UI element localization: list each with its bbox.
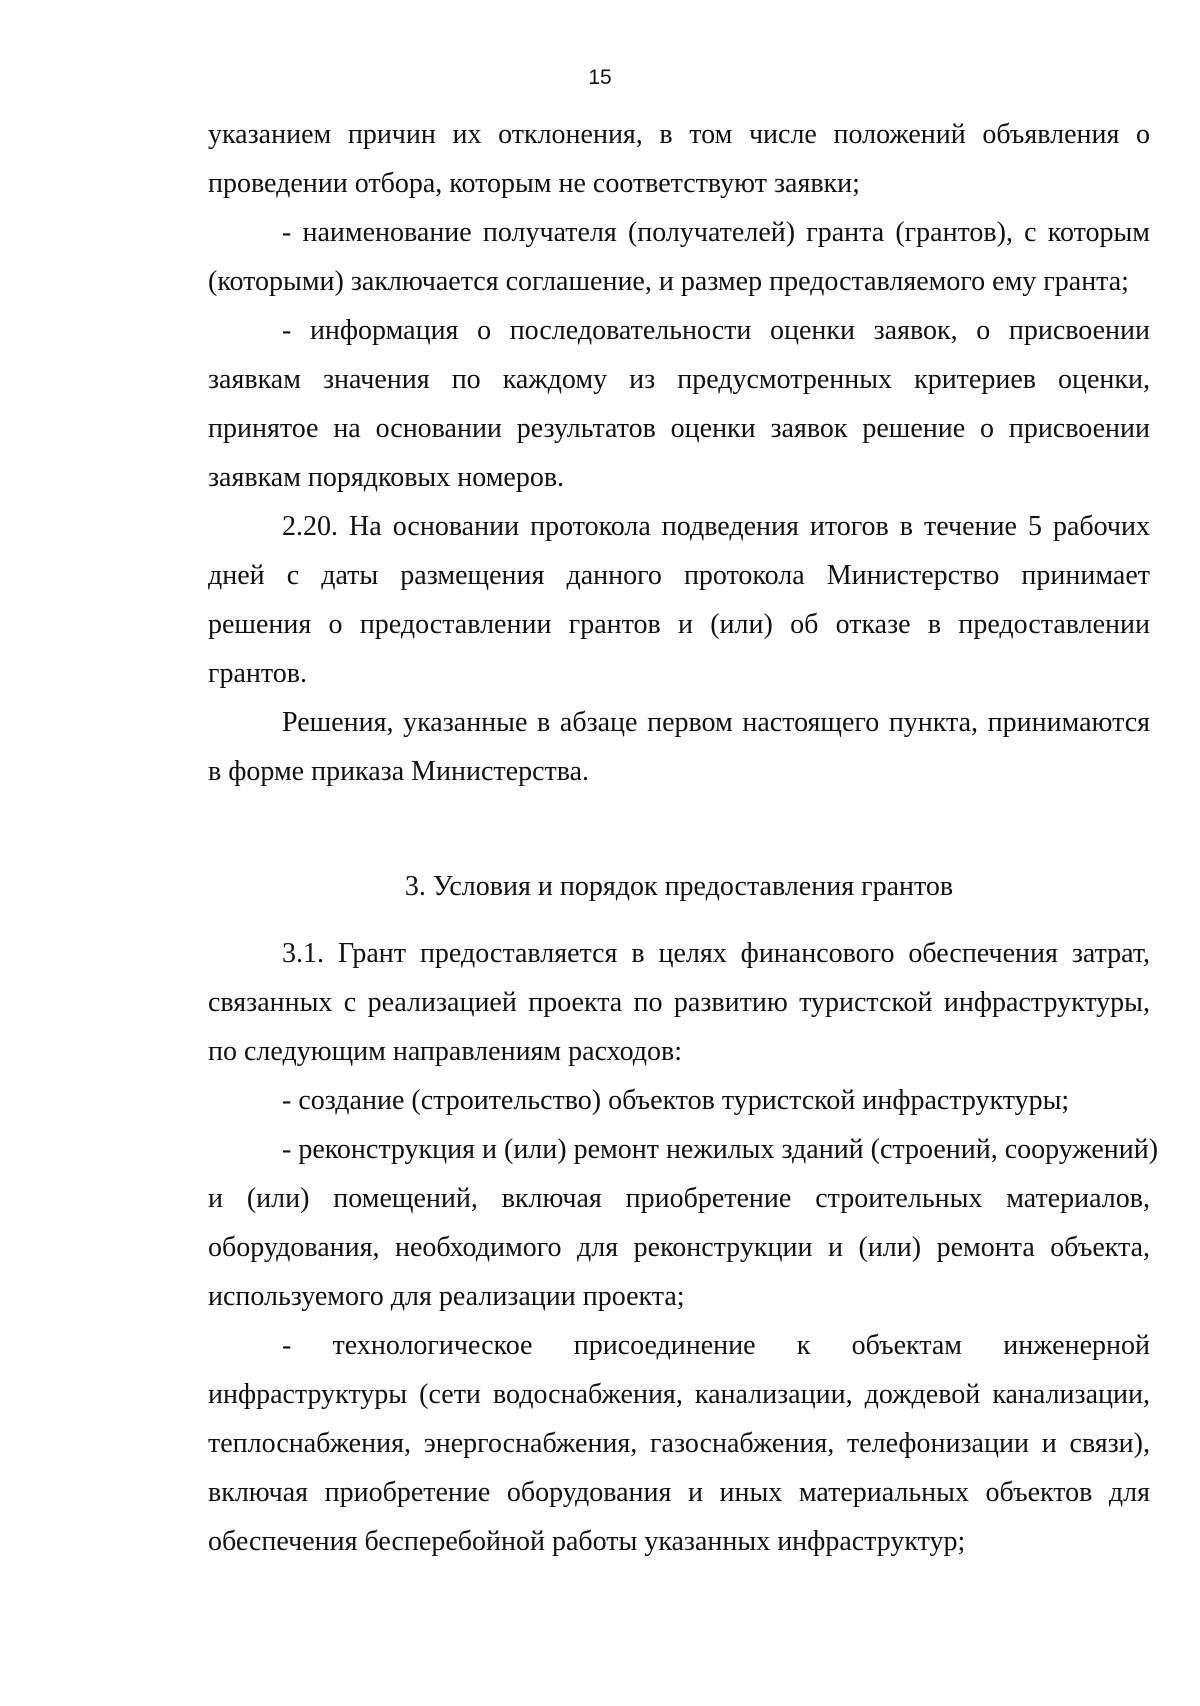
text-line: связанных с реализацией проекта по развитию туристской инфраструктуры, [208,987,1150,1018]
text-line: и (или) помещений, включая приобретение строительных материалов, [208,1183,1150,1214]
text-line: (которыми) заключается соглашение, и размер предоставляемого ему гранта; [208,266,1129,297]
text-line: обеспечения бесперебойной работы указанных инфраструктур; [208,1526,966,1557]
text-line: заявкам значения по каждому из предусмотренных критериев оценки, [208,364,1150,395]
text-line: - реконструкция и (или) ремонт нежилых зданий (строений, сооружений) [282,1134,1159,1165]
text-line: по следующим направлениям расходов: [208,1036,683,1067]
text-line: теплоснабжения, энергоснабжения, газоснабжения, телефонизации и связи), [208,1428,1150,1459]
text-line: грантов. [208,658,307,689]
text-line: включая приобретение оборудования и иных материальных объектов для [208,1477,1150,1508]
text-line: инфраструктуры (сети водоснабжения, канализации, дождевой канализации, [208,1379,1150,1410]
page-number: 15 [588,66,612,89]
text-line: оборудования, необходимого для реконструкции и (или) ремонта объекта, [208,1232,1150,1263]
text-line: указанием причин их отклонения, в том числе положений объявления о [208,119,1150,150]
text-line: решения о предоставлении грантов и (или) об отказе в предоставлении [208,609,1150,640]
text-line: - технологическое присоединение к объектам инженерной [282,1330,1150,1361]
text-line: - наименование получателя (получателей) гранта (грантов), с которым [282,217,1150,248]
text-line: - создание (строительство) объектов туристской инфраструктуры; [282,1085,1070,1116]
text-line: в форме приказа Министерства. [208,756,590,787]
text-line: Решения, указанные в абзаце первом настоящего пункта, принимаются [282,707,1150,738]
text-line: 2.20. На основании протокола подведения итогов в течение 5 рабочих [282,511,1150,542]
page-body [208,110,1159,1566]
text-line: проведении отбора, которым не соответствуют заявки; [208,168,860,199]
text-line: - информация о последовательности оценки заявок, о присвоении [282,315,1150,346]
text-line: принятое на основании результатов оценки заявок решение о присвоении [208,413,1150,444]
text-line: заявкам порядковых номеров. [208,462,565,493]
text-line: используемого для реализации проекта; [208,1281,685,1312]
text-line: дней с даты размещения данного протокола Министерство принимает [208,560,1150,591]
section-heading: 3. Условия и порядок предоставления грантов [404,871,954,902]
text-line: 3.1. Грант предоставляется в целях финансового обеспечения затрат, [282,938,1150,969]
